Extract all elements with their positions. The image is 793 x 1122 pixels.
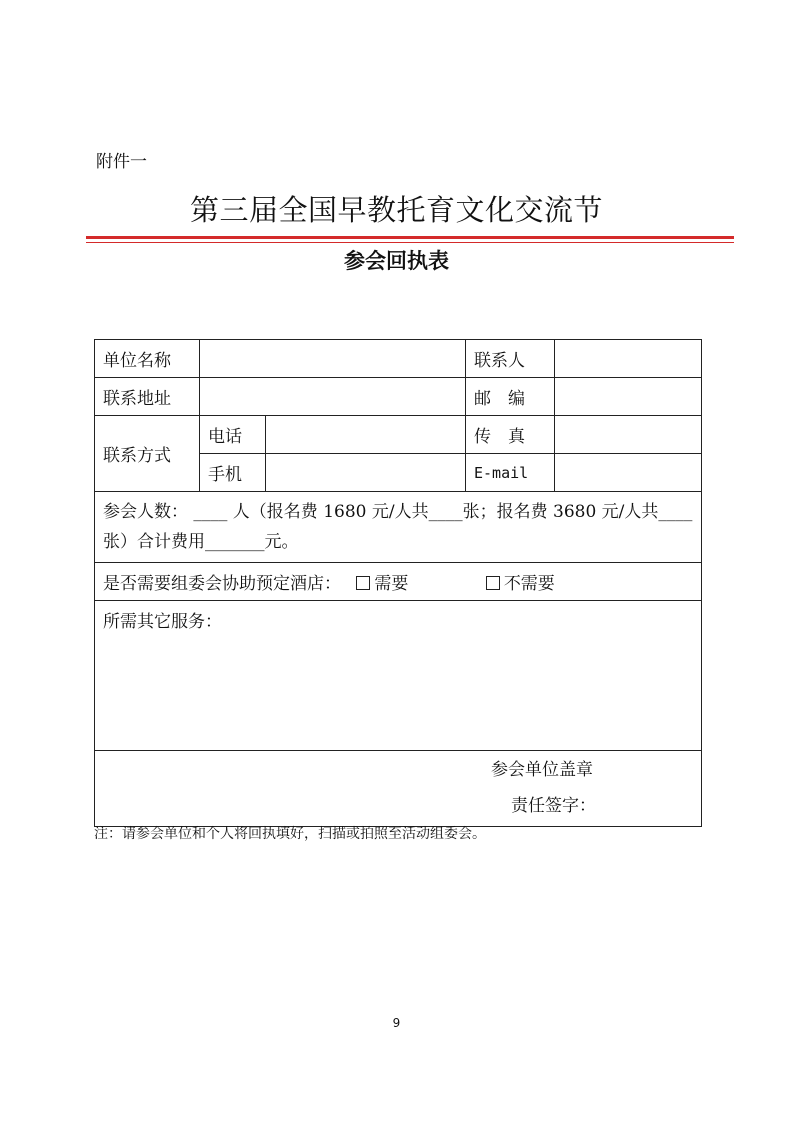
phone-label: 电话	[200, 416, 266, 454]
row-phone	[95, 416, 702, 454]
row-address	[95, 378, 702, 416]
unit-name-field[interactable]	[200, 340, 466, 378]
title-rule-thick	[86, 236, 734, 239]
contact-method-label: 联系方式	[95, 416, 200, 492]
unit-name-label: 单位名称	[95, 340, 200, 378]
seal-label: 参会单位盖章	[491, 760, 593, 780]
email-label: E-mail	[466, 454, 555, 492]
other-services-label: 所需其它服务：	[103, 612, 222, 632]
fax-label: 传 真	[466, 416, 555, 454]
hotel-yes-option[interactable]	[356, 574, 408, 594]
hotel-question: 是否需要组委会协助预定酒店：	[103, 574, 341, 594]
other-services-cell[interactable]	[95, 601, 702, 751]
mobile-field[interactable]	[266, 454, 466, 492]
hotel-yes-label: 需要	[374, 574, 409, 594]
page-number: 9	[392, 1016, 401, 1030]
hotel-no-label: 不需要	[503, 574, 555, 594]
document-title: 第三届全国早教托育文化交流节	[189, 193, 603, 227]
address-label: 联系地址	[95, 378, 200, 416]
address-field[interactable]	[200, 378, 466, 416]
row-hotel	[95, 563, 702, 601]
checkbox-icon[interactable]	[356, 576, 370, 590]
contact-person-label: 联系人	[466, 340, 555, 378]
signature-cell[interactable]	[95, 751, 702, 827]
registration-form-table	[94, 339, 702, 827]
row-other-services	[95, 601, 702, 751]
footnote: 注：请参会单位和个人将回执填好，扫描或拍照至活动组委会。	[94, 826, 486, 842]
phone-field[interactable]	[266, 416, 466, 454]
row-signature	[95, 751, 702, 827]
hotel-cell	[95, 563, 702, 601]
attachment-label: 附件一	[96, 152, 147, 172]
form-subtitle: 参会回执表	[344, 249, 449, 273]
mobile-label: 手机	[200, 454, 266, 492]
attendees-text[interactable]: 参会人数： ____ 人（报名费 1680 元/人共____张；报名费 3680 元/人共____张）合计费用_______元。	[95, 492, 702, 563]
signature-label: 责任签字：	[511, 796, 596, 816]
row-unit-name	[95, 340, 702, 378]
email-field[interactable]	[555, 454, 702, 492]
checkbox-icon[interactable]	[486, 576, 500, 590]
hotel-no-option[interactable]	[486, 574, 555, 594]
fax-field[interactable]	[555, 416, 702, 454]
title-rule-thin	[86, 242, 734, 243]
postcode-label: 邮 编	[466, 378, 555, 416]
postcode-field[interactable]	[555, 378, 702, 416]
contact-person-field[interactable]	[555, 340, 702, 378]
row-attendees	[95, 492, 702, 563]
